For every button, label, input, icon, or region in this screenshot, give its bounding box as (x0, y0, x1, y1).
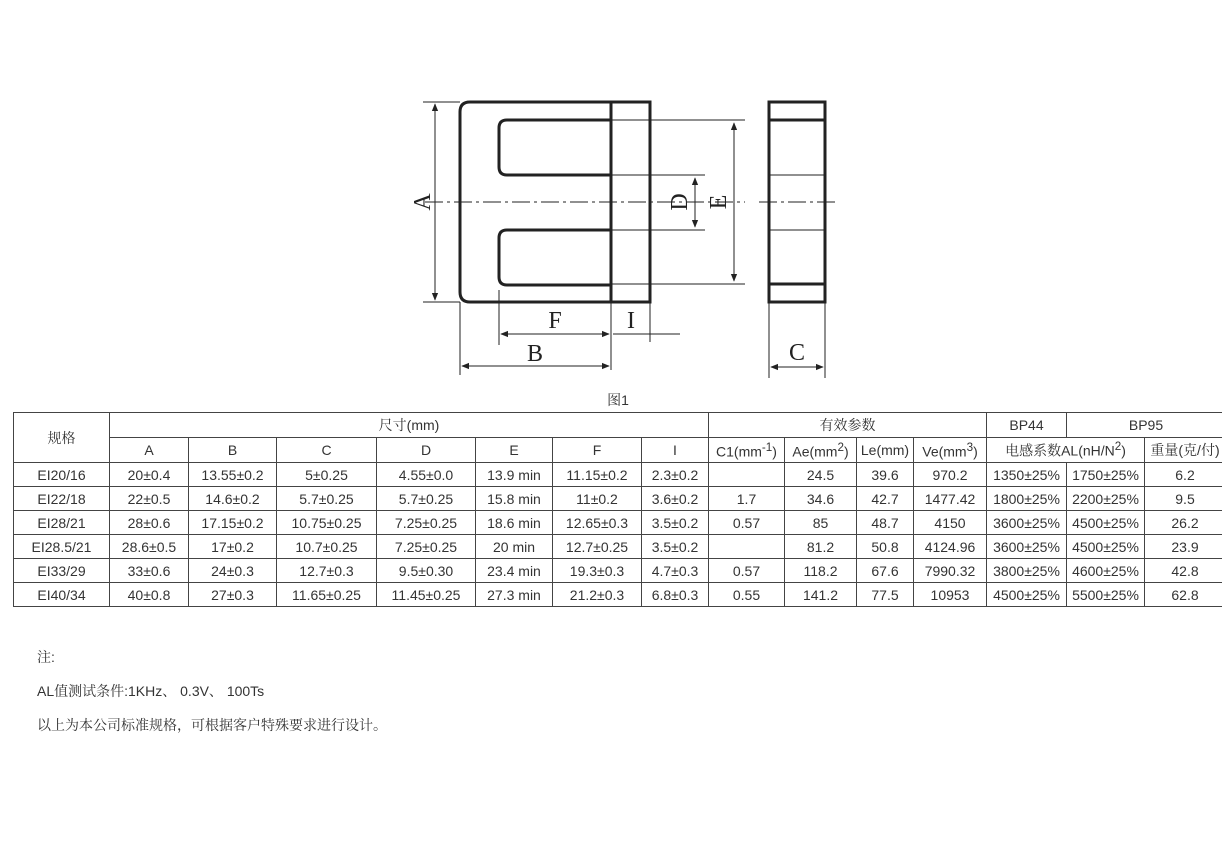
col-ve (914, 438, 987, 463)
table-cell: EI20/16 (14, 463, 110, 487)
table-cell: 0.57 (709, 559, 785, 583)
notes-custom-design: 以上为本公司标准规格，可根据客户特殊要求进行设计。 (37, 717, 387, 733)
table-cell: 4500±25% (1067, 511, 1145, 535)
dim-label-a: A (410, 193, 436, 211)
table-cell: 4500±25% (1067, 535, 1145, 559)
table-row (14, 535, 1222, 559)
table-row (14, 511, 1222, 535)
dim-label-i: I (627, 308, 635, 334)
table-cell: 3800±25% (987, 559, 1067, 583)
table-cell: 0.55 (709, 583, 785, 607)
notes-section (37, 648, 387, 750)
table-cell: 81.2 (785, 535, 857, 559)
col-al (987, 438, 1145, 463)
table-cell: 1750±25% (1067, 463, 1145, 487)
table-cell: 39.6 (857, 463, 914, 487)
header-row-groups (14, 413, 1222, 438)
table-cell: 19.3±0.3 (553, 559, 642, 583)
table-cell: 970.2 (914, 463, 987, 487)
header-bp95: BP95 (1067, 413, 1222, 438)
table-cell: 1800±25% (987, 487, 1067, 511)
table-cell: 17±0.2 (189, 535, 277, 559)
lower-window (499, 230, 611, 285)
col-d: D (377, 438, 476, 463)
table-cell: 1477.42 (914, 487, 987, 511)
table-cell: 10.75±0.25 (277, 511, 377, 535)
table-cell: 48.7 (857, 511, 914, 535)
col-ae-close: ) (843, 443, 849, 460)
table-cell: 12.7±0.3 (277, 559, 377, 583)
table-cell (709, 463, 785, 487)
table-row (14, 463, 1222, 487)
col-ve-label: Ve(mm (922, 443, 967, 460)
table-cell (709, 535, 785, 559)
ei-core-diagram (395, 90, 845, 385)
table-cell: 20±0.4 (110, 463, 189, 487)
table-cell: 5.7±0.25 (377, 487, 476, 511)
table-cell: 3.5±0.2 (642, 535, 709, 559)
table-cell: 15.8 min (476, 487, 553, 511)
upper-window (499, 120, 611, 175)
table-cell: 22±0.5 (110, 487, 189, 511)
table-cell: 27±0.3 (189, 583, 277, 607)
table-cell: 3600±25% (987, 535, 1067, 559)
dim-label-c: C (788, 340, 806, 366)
col-e: E (476, 438, 553, 463)
table-cell: 5500±25% (1067, 583, 1145, 607)
table-cell: 2200±25% (1067, 487, 1145, 511)
table-cell: 17.15±0.2 (189, 511, 277, 535)
table-cell: 42.8 (1145, 559, 1222, 583)
col-ve-sup: 3 (966, 440, 974, 454)
table-cell: 13.9 min (476, 463, 553, 487)
table-cell: 11.65±0.25 (277, 583, 377, 607)
col-al-close: ) (1121, 442, 1126, 459)
table-cell: 5.7±0.25 (277, 487, 377, 511)
table-cell: 3600±25% (987, 511, 1067, 535)
table-cell: 118.2 (785, 559, 857, 583)
table-cell: EI28.5/21 (14, 535, 110, 559)
table-cell: 26.2 (1145, 511, 1222, 535)
table-cell: 9.5 (1145, 487, 1222, 511)
table-cell: 14.6±0.2 (189, 487, 277, 511)
table-cell: 5±0.25 (277, 463, 377, 487)
table-cell: 4124.96 (914, 535, 987, 559)
dim-label-f: F (548, 308, 562, 334)
ei-core-drawing (395, 90, 845, 385)
table-cell: 24.5 (785, 463, 857, 487)
table-cell: EI22/18 (14, 487, 110, 511)
table-cell: 28.6±0.5 (110, 535, 189, 559)
table-cell: 12.65±0.3 (553, 511, 642, 535)
table-cell: 85 (785, 511, 857, 535)
spec-table-body (14, 463, 1222, 607)
table-cell: 28±0.6 (110, 511, 189, 535)
table-cell: 9.5±0.30 (377, 559, 476, 583)
table-cell: 2.3±0.2 (642, 463, 709, 487)
table-cell: 11.45±0.25 (377, 583, 476, 607)
table-cell: 20 min (476, 535, 553, 559)
table-cell: 62.8 (1145, 583, 1222, 607)
col-ae-label: Ae(mm (792, 443, 838, 460)
table-row (14, 487, 1222, 511)
col-a: A (110, 438, 189, 463)
table-cell: EI28/21 (14, 511, 110, 535)
notes-title: 注: (37, 649, 55, 665)
col-i: I (642, 438, 709, 463)
dim-label-e: E (706, 194, 732, 210)
col-c1-label: C1(mm (716, 443, 762, 460)
table-cell: 1350±25% (987, 463, 1067, 487)
table-cell: 3.6±0.2 (642, 487, 709, 511)
header-spec: 规格 (14, 413, 110, 463)
col-f: F (553, 438, 642, 463)
table-cell: 6.8±0.3 (642, 583, 709, 607)
table-cell: 7.25±0.25 (377, 511, 476, 535)
table-cell: 4500±25% (987, 583, 1067, 607)
col-al-sup: 2 (1114, 439, 1122, 453)
table-cell: 50.8 (857, 535, 914, 559)
col-ae (785, 438, 857, 463)
table-cell: 7.25±0.25 (377, 535, 476, 559)
table-cell: 11±0.2 (553, 487, 642, 511)
table-cell: 4.7±0.3 (642, 559, 709, 583)
header-row-columns (14, 438, 1222, 463)
header-effective: 有效参数 (709, 413, 987, 438)
table-cell: 3.5±0.2 (642, 511, 709, 535)
table-cell: 67.6 (857, 559, 914, 583)
table-cell: 24±0.3 (189, 559, 277, 583)
table-cell: 141.2 (785, 583, 857, 607)
spec-table (13, 412, 1222, 607)
table-row (14, 583, 1222, 607)
col-c1-sup: -1 (761, 440, 773, 454)
table-cell: EI40/34 (14, 583, 110, 607)
dim-label-b: B (526, 341, 544, 367)
table-cell: 18.6 min (476, 511, 553, 535)
table-cell: 11.15±0.2 (553, 463, 642, 487)
table-cell: 10953 (914, 583, 987, 607)
col-weight: 重量(克/付) (1145, 438, 1222, 463)
table-cell: 42.7 (857, 487, 914, 511)
dim-label-d: D (667, 193, 693, 211)
table-cell: 33±0.6 (110, 559, 189, 583)
table-cell: 12.7±0.25 (553, 535, 642, 559)
table-cell: 0.57 (709, 511, 785, 535)
table-cell: 4.55±0.0 (377, 463, 476, 487)
table-cell: 23.9 (1145, 535, 1222, 559)
col-ve-close: ) (973, 443, 978, 460)
col-al-label: 电感系数AL(nH/N (1005, 442, 1115, 459)
notes-test-conditions: AL值测试条件:1KHz、 0.3V、 100Ts (37, 683, 265, 699)
table-cell: 23.4 min (476, 559, 553, 583)
table-cell: 77.5 (857, 583, 914, 607)
header-bp44: BP44 (987, 413, 1067, 438)
table-cell: 7990.32 (914, 559, 987, 583)
header-size: 尺寸(mm) (110, 413, 709, 438)
table-cell: 4150 (914, 511, 987, 535)
col-c: C (277, 438, 377, 463)
table-cell: 13.55±0.2 (189, 463, 277, 487)
col-c1-close: ) (772, 443, 777, 460)
col-ae-sup: 2 (837, 440, 844, 454)
col-le: Le(mm) (857, 438, 914, 463)
table-cell: EI33/29 (14, 559, 110, 583)
table-cell: 1.7 (709, 487, 785, 511)
table-cell: 27.3 min (476, 583, 553, 607)
table-row (14, 559, 1222, 583)
figure-caption: 图1 (607, 392, 629, 408)
table-cell: 6.2 (1145, 463, 1222, 487)
table-cell: 21.2±0.3 (553, 583, 642, 607)
table-cell: 10.7±0.25 (277, 535, 377, 559)
table-cell: 40±0.8 (110, 583, 189, 607)
table-cell: 4600±25% (1067, 559, 1145, 583)
col-b: B (189, 438, 277, 463)
col-c1 (709, 438, 785, 463)
table-cell: 34.6 (785, 487, 857, 511)
